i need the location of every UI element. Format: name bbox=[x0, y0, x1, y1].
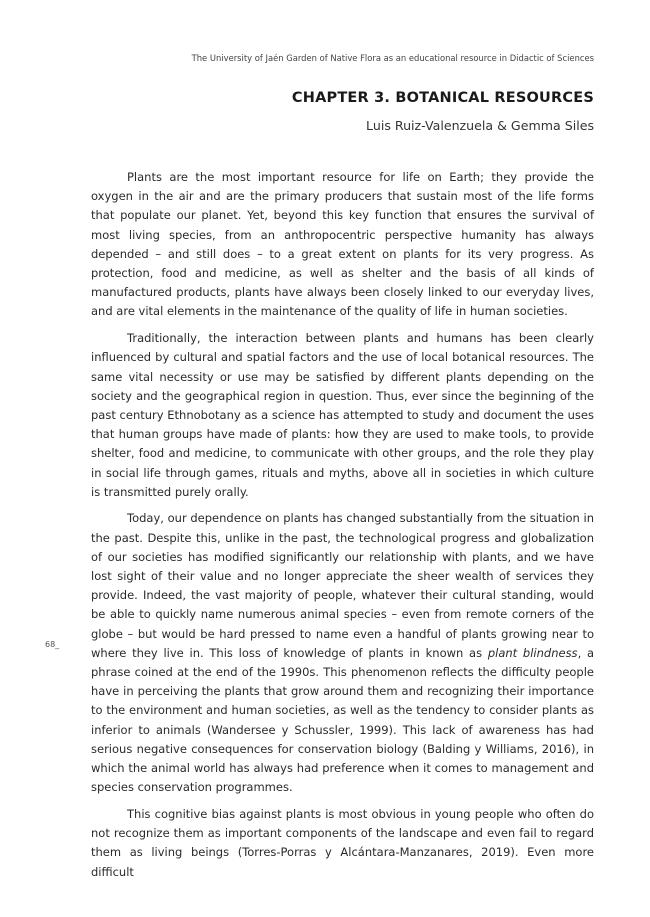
paragraph-text: Today, our dependence on plants has changed substantially from the situation in the past. Despite this, unlike in the past, the technological progress and globalization of our societies has modified significantly our relationship with plants, and we have lost sight of their value and no longer appreciate the sheer wealth of services they provide. Indeed, the vast majority of people, whatever their cultural standing, would be able to quickly name numerous animal species – even from remote corners of the globe – but would be hard pressed to name even a handful of plants growing near to where they live in. This loss of knowledge of plants in known as bbox=[91, 511, 594, 660]
emphasized-term: plant blindness bbox=[487, 645, 578, 660]
paragraph: Traditionally, the interaction between plants and humans has been clearly influenced by cultural and spatial factors and the use of local botanical resources. The same vital necessity or use may be satisfied by different plants depending on the society and the geographical region in question. Thus, ever since the beginning of the past century Ethnobotany as a science has attempted to study and document the uses that human groups have made of plants: how they are used to make tools, to provide shelter, food and medicine, to communicate with other groups, and the role they play in social life through games, rituals and myths, above all in societies in which culture is transmitted purely orally. bbox=[91, 331, 594, 499]
body-text bbox=[91, 168, 594, 889]
paragraph: This cognitive bias against plants is most obvious in young people who often do not recognize them as important components of the landscape and even fail to regard them as living beings (Torres-Porras y Alcántara-Manzanares, 2019). Even more difficult bbox=[91, 807, 594, 879]
page-number: 68_ bbox=[45, 640, 60, 649]
paragraph bbox=[91, 509, 594, 797]
chapter-title: CHAPTER 3. BOTANICAL RESOURCES bbox=[291, 90, 594, 106]
running-header: The University of Jaén Garden of Native Flora as an educational resource in Didactic of Sciences bbox=[191, 53, 594, 63]
paragraph-text: , a phrase coined at the end of the 1990s. This phenomenon reflects the difficulty people have in perceiving the plants that grow around them and recognizing their importance to the environment and human societies, as well as the tendency to consider plants as inferior to animals (Wandersee y Schussler, 1999). This lack of awareness has had serious negative consequences for conservation biology (Balding y Williams, 2016), in which the animal world has always had preference when it comes to management and species conservation programmes. bbox=[91, 645, 595, 795]
paragraph: Plants are the most important resource for life on Earth; they provide the oxygen in the air and are the primary producers that sustain most of the life forms that populate our planet. Yet, beyond this key function that ensures the survival of most living species, from an anthropocentric perspective humanity has always depended – and still does – to a great extent on plants for its very progress. As protection, food and medicine, as well as shelter and the basis of all kinds of manufactured products, plants have always been closely linked to our everyday lives, and are vital elements in the maintenance of the quality of life in human societies. bbox=[91, 170, 594, 319]
chapter-authors: Luis Ruiz-Valenzuela & Gemma Siles bbox=[366, 118, 594, 133]
